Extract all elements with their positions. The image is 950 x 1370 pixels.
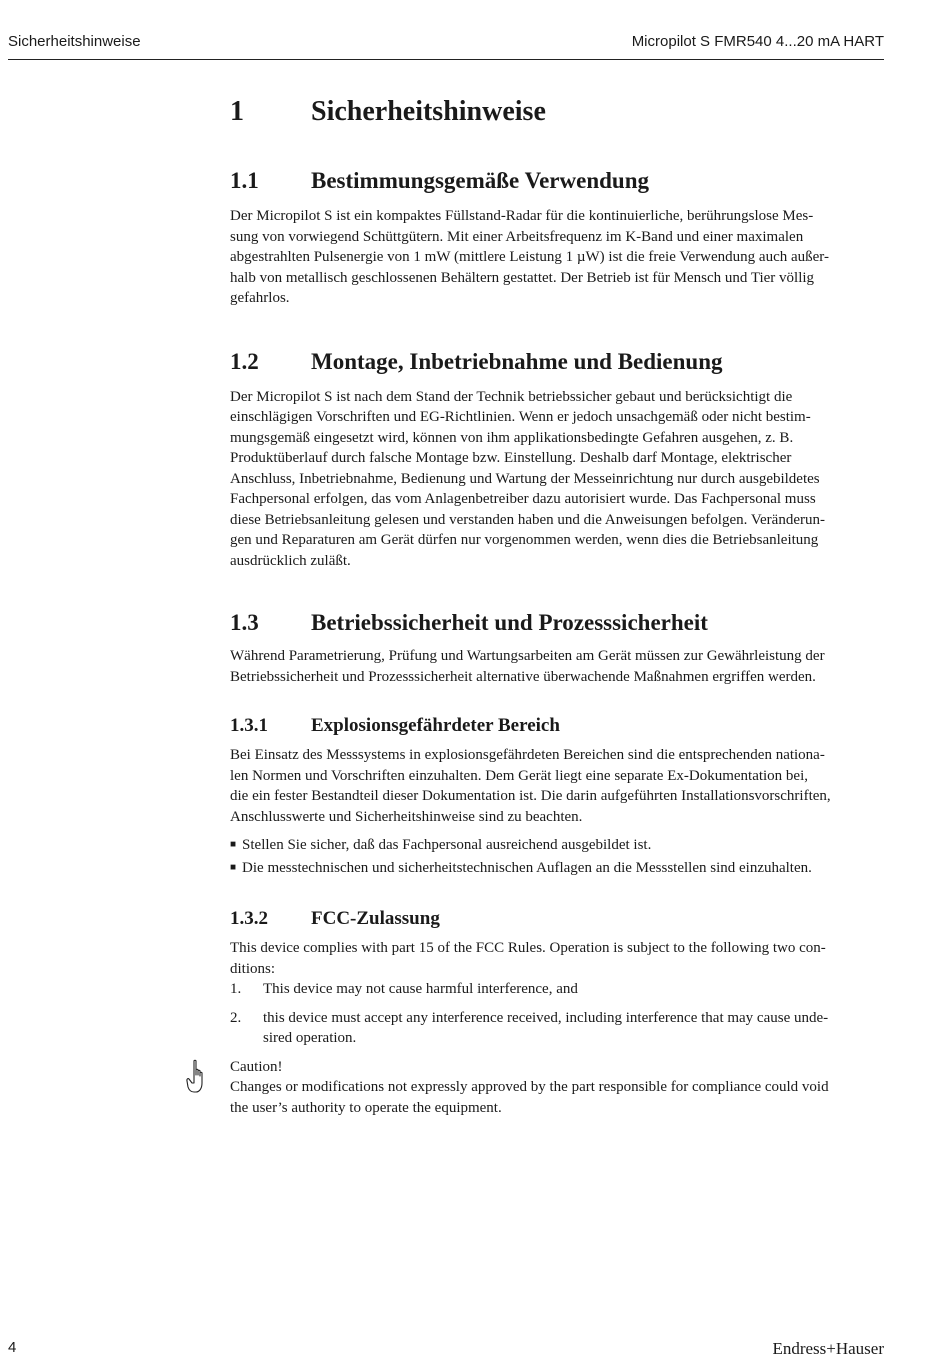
section-heading-1-1 (230, 166, 885, 196)
text-line: Changes or modifications not expressly approved by the part responsible for compliance could void (230, 1079, 829, 1095)
text-line: ausdrücklich zuläßt. (230, 552, 351, 569)
section-title: Betriebssicherheit und Prozesssicherheit (311, 610, 708, 635)
text-line: gen und Reparaturen am Gerät dürfen nur vorgenommen werden, wenn dies die Betriebsanleitung (230, 532, 819, 548)
text-line: Produktüberlauf durch falsche Montage bzw. Einstellung. Deshalb darf Montage, elektrischer (230, 450, 792, 466)
text-line: This device complies with part 15 of the FCC Rules. Operation is subject to the following two con- (230, 940, 826, 956)
section-number: 1.2 (230, 348, 259, 374)
caution-note (230, 1057, 885, 1119)
section-heading-1-3-2 (230, 906, 885, 932)
running-header-left: Sicherheitshinweise (8, 33, 141, 50)
text-line: Anschluss, Inbetriebnahme, Bedienung und Wartung der Messeinrichtung nur durch ausgebildetes (230, 470, 820, 487)
numbered-list (230, 979, 885, 1049)
section-number: 1.3 (230, 610, 259, 635)
paragraph-1-3-2 (230, 938, 885, 979)
page-content (230, 92, 885, 1118)
list-item (230, 1008, 885, 1049)
chapter-heading (230, 92, 885, 132)
text-line: einschlägigen Vorschriften und EG-Richtlinien. Wenn er jedoch unsachgemäß oder nicht bestim- (230, 409, 811, 425)
bullet-list (230, 835, 885, 880)
text-line: diese Betriebsanleitung gelesen und verstanden haben und die Anweisungen befolgen. Veränderun- (230, 511, 825, 528)
list-text (263, 1008, 828, 1049)
text-line: Fachpersonal erfolgen, das vom Anlagenbetreiber dazu autorisiert wurde. Das Fachpersonal muss (230, 491, 816, 507)
list-number: 2. (230, 1009, 242, 1026)
chapter-title: Sicherheitshinweise (311, 96, 546, 127)
paragraph-1-1 (230, 206, 885, 309)
list-text: This device may not cause harmful interference, and (263, 981, 578, 997)
section-number: 1.3.2 (230, 908, 268, 929)
text-line: die ein fester Bestandteil dieser Dokumentation ist. Die darin aufgeführten Installationsvorschriften, (230, 788, 831, 804)
caution-title: Caution! (230, 1058, 283, 1075)
brand-footer: Endress+Hauser (772, 1339, 884, 1358)
list-item: ■ Stellen Sie sicher, daß das Fachpersonal ausreichend ausgebildet ist. (230, 835, 885, 858)
text-line: sired operation. (263, 1030, 357, 1046)
text-line: Betriebssicherheit und Prozesssicherheit alternative überwachende Maßnahmen ergriffen werden. (230, 668, 816, 685)
text-line: this device must accept any interference received, including interference that may cause unde- (263, 1009, 829, 1026)
text-line: the user’s authority to operate the equipment. (230, 1099, 502, 1116)
paragraph-1-3 (230, 646, 885, 687)
chapter-number: 1 (230, 96, 244, 127)
pointing-hand-icon (186, 1059, 208, 1095)
section-number: 1.3.1 (230, 715, 268, 736)
section-heading-1-2 (230, 347, 885, 377)
paragraph-1-3-1 (230, 745, 885, 827)
section-number: 1.1 (230, 168, 259, 193)
text-line: sung von vorwiegend Schüttgütern. Mit einer Arbeitsfrequenz im K-Band und einer maximalen (230, 228, 804, 245)
text-line: halb von metallisch geschlossenen Behältern gestattet. Der Betrieb ist für Mensch und Tier völlig (230, 269, 815, 286)
page-number: 4 (8, 1339, 17, 1356)
text-line: mungsgemäß eingesetzt wird, können von ihm applikationsbedingte Gefahren ausgehen, z. B. (230, 429, 794, 446)
header-rule (8, 59, 884, 60)
section-title: Montage, Inbetriebnahme und Bedienung (311, 348, 723, 374)
running-header-right: Micropilot S FMR540 4...20 mA HART (631, 33, 884, 50)
paragraph-1-2 (230, 387, 885, 572)
text-line: Anschlusswerte und Sicherheitshinweise sind zu beachten. (230, 808, 583, 825)
list-item (230, 979, 885, 1000)
list-item: ■ Die messtechnischen und sicherheitstechnischen Auflagen an die Messstellen sind einzuhalten. (230, 858, 885, 881)
section-title: Explosionsgefährdeter Bereich (311, 715, 560, 736)
text-line: Bei Einsatz des Messsystems in explosionsgefährdeten Bereichen sind die entsprechenden nationa- (230, 747, 825, 763)
text-line: len Normen und Vorschriften einzuhalten. Dem Gerät liegt eine separate Ex-Dokumentation bei, (230, 767, 809, 784)
text-line: Der Micropilot S ist nach dem Stand der Technik betriebssicher gebaut und berücksichtigt die (230, 388, 793, 405)
text-line: Während Parametrierung, Prüfung und Wartungsarbeiten am Gerät müssen zur Gewährleistung der (230, 648, 825, 664)
text-line: Der Micropilot S ist ein kompaktes Füllstand-Radar für die kontinuierliche, berührungslose Mes- (230, 208, 814, 224)
text-line: gefahrlos. (230, 290, 290, 306)
text-line: ditions: (230, 960, 276, 977)
section-title: Bestimmungsgemäße Verwendung (311, 168, 650, 193)
section-heading-1-3 (230, 608, 885, 638)
list-number: 1. (230, 981, 242, 997)
section-title: FCC-Zulassung (311, 908, 440, 929)
text-line: abgestrahlten Pulsenergie von 1 mW (mittlere Leistung 1 µW) ist die freie Verwendung auch außer- (230, 249, 829, 265)
section-heading-1-3-1 (230, 713, 885, 739)
